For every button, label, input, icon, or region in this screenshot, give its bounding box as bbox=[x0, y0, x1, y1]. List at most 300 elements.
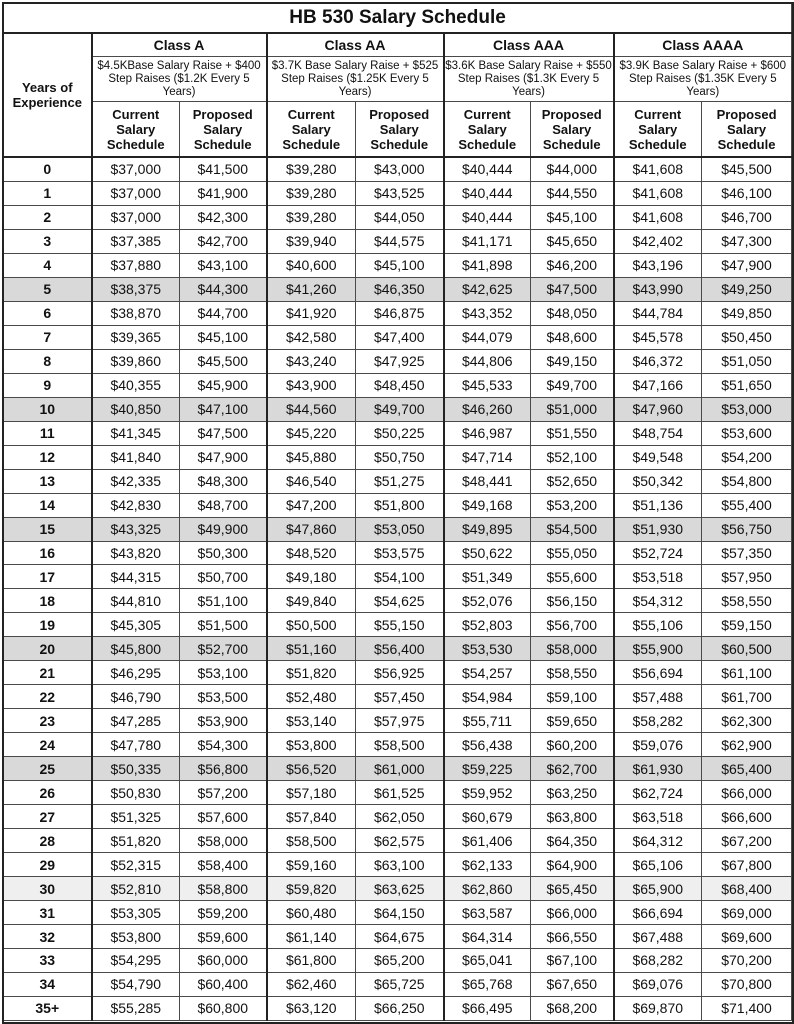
table-row bbox=[4, 325, 792, 349]
class-a-current-header: Current Salary Schedule bbox=[92, 102, 180, 158]
proposed-salary-cell: $44,575 bbox=[356, 229, 444, 253]
current-salary-cell: $43,240 bbox=[267, 349, 356, 373]
proposed-salary-cell: $56,750 bbox=[702, 517, 792, 541]
proposed-salary-cell: $69,600 bbox=[702, 925, 792, 949]
proposed-salary-cell: $47,500 bbox=[180, 421, 267, 445]
proposed-salary-cell: $50,450 bbox=[702, 325, 792, 349]
current-salary-cell: $51,820 bbox=[92, 829, 180, 853]
proposed-salary-cell: $51,050 bbox=[702, 349, 792, 373]
table-row bbox=[4, 901, 792, 925]
years-cell: 8 bbox=[4, 349, 92, 373]
table-row bbox=[4, 277, 792, 301]
current-salary-cell: $65,900 bbox=[614, 877, 702, 901]
proposed-salary-cell: $51,100 bbox=[180, 589, 267, 613]
proposed-salary-cell: $63,625 bbox=[356, 877, 444, 901]
proposed-salary-cell: $58,550 bbox=[531, 661, 614, 685]
proposed-salary-cell: $50,300 bbox=[180, 541, 267, 565]
proposed-salary-cell: $46,200 bbox=[531, 253, 614, 277]
current-salary-cell: $62,460 bbox=[267, 972, 356, 996]
proposed-salary-cell: $51,500 bbox=[180, 613, 267, 637]
table-row bbox=[4, 685, 792, 709]
current-salary-cell: $59,160 bbox=[267, 853, 356, 877]
current-salary-cell: $47,780 bbox=[92, 733, 180, 757]
current-salary-cell: $61,406 bbox=[444, 829, 531, 853]
years-cell: 11 bbox=[4, 421, 92, 445]
proposed-salary-cell: $46,100 bbox=[702, 181, 792, 205]
proposed-salary-cell: $46,700 bbox=[702, 205, 792, 229]
table-row bbox=[4, 493, 792, 517]
class-aaa-proposed-header: Proposed Salary Schedule bbox=[531, 102, 614, 158]
current-salary-cell: $48,754 bbox=[614, 421, 702, 445]
current-salary-cell: $46,540 bbox=[267, 469, 356, 493]
years-cell: 29 bbox=[4, 853, 92, 877]
current-salary-cell: $55,285 bbox=[92, 996, 180, 1020]
proposed-salary-cell: $44,300 bbox=[180, 277, 267, 301]
current-salary-cell: $65,041 bbox=[444, 948, 531, 972]
years-cell: 26 bbox=[4, 781, 92, 805]
current-salary-cell: $43,325 bbox=[92, 517, 180, 541]
class-aa-header: Class AA bbox=[267, 33, 444, 57]
proposed-salary-cell: $51,000 bbox=[531, 397, 614, 421]
proposed-salary-cell: $54,625 bbox=[356, 589, 444, 613]
proposed-salary-cell: $70,800 bbox=[702, 972, 792, 996]
current-salary-cell: $45,880 bbox=[267, 445, 356, 469]
proposed-salary-cell: $65,200 bbox=[356, 948, 444, 972]
current-salary-cell: $54,295 bbox=[92, 948, 180, 972]
current-salary-cell: $67,488 bbox=[614, 925, 702, 949]
table-row bbox=[4, 541, 792, 565]
current-salary-cell: $57,180 bbox=[267, 781, 356, 805]
proposed-salary-cell: $44,050 bbox=[356, 205, 444, 229]
current-salary-cell: $37,385 bbox=[92, 229, 180, 253]
class-aa-current-header: Current Salary Schedule bbox=[267, 102, 356, 158]
proposed-salary-cell: $57,950 bbox=[702, 565, 792, 589]
proposed-salary-cell: $48,600 bbox=[531, 325, 614, 349]
proposed-salary-cell: $70,200 bbox=[702, 948, 792, 972]
proposed-salary-cell: $48,300 bbox=[180, 469, 267, 493]
proposed-salary-cell: $65,725 bbox=[356, 972, 444, 996]
proposed-salary-cell: $56,150 bbox=[531, 589, 614, 613]
current-salary-cell: $47,960 bbox=[614, 397, 702, 421]
proposed-salary-cell: $66,000 bbox=[702, 781, 792, 805]
proposed-salary-cell: $59,600 bbox=[180, 925, 267, 949]
years-cell: 20 bbox=[4, 637, 92, 661]
years-cell: 15 bbox=[4, 517, 92, 541]
current-salary-cell: $41,920 bbox=[267, 301, 356, 325]
current-salary-cell: $46,295 bbox=[92, 661, 180, 685]
current-salary-cell: $40,355 bbox=[92, 373, 180, 397]
current-salary-cell: $39,940 bbox=[267, 229, 356, 253]
current-salary-cell: $43,820 bbox=[92, 541, 180, 565]
proposed-salary-cell: $53,100 bbox=[180, 661, 267, 685]
years-cell: 16 bbox=[4, 541, 92, 565]
proposed-salary-cell: $45,650 bbox=[531, 229, 614, 253]
current-salary-cell: $56,694 bbox=[614, 661, 702, 685]
proposed-salary-cell: $71,400 bbox=[702, 996, 792, 1020]
proposed-salary-cell: $42,300 bbox=[180, 205, 267, 229]
years-cell: 7 bbox=[4, 325, 92, 349]
proposed-salary-cell: $59,100 bbox=[531, 685, 614, 709]
current-salary-cell: $62,860 bbox=[444, 877, 531, 901]
current-salary-cell: $62,724 bbox=[614, 781, 702, 805]
proposed-salary-cell: $55,050 bbox=[531, 541, 614, 565]
proposed-salary-cell: $63,100 bbox=[356, 853, 444, 877]
class-aaaa-current-header: Current Salary Schedule bbox=[614, 102, 702, 158]
proposed-salary-cell: $47,900 bbox=[180, 445, 267, 469]
table-row bbox=[4, 181, 792, 205]
current-salary-cell: $45,533 bbox=[444, 373, 531, 397]
current-salary-cell: $55,711 bbox=[444, 709, 531, 733]
current-salary-cell: $44,560 bbox=[267, 397, 356, 421]
current-salary-cell: $50,335 bbox=[92, 757, 180, 781]
current-salary-cell: $59,820 bbox=[267, 877, 356, 901]
proposed-salary-cell: $57,450 bbox=[356, 685, 444, 709]
table-title: HB 530 Salary Schedule bbox=[4, 4, 792, 34]
proposed-salary-cell: $61,525 bbox=[356, 781, 444, 805]
current-salary-cell: $63,587 bbox=[444, 901, 531, 925]
proposed-salary-cell: $50,750 bbox=[356, 445, 444, 469]
current-salary-cell: $52,724 bbox=[614, 541, 702, 565]
current-salary-cell: $57,840 bbox=[267, 805, 356, 829]
proposed-salary-cell: $58,000 bbox=[531, 637, 614, 661]
proposed-salary-cell: $51,650 bbox=[702, 373, 792, 397]
proposed-salary-cell: $67,650 bbox=[531, 972, 614, 996]
proposed-salary-cell: $45,100 bbox=[531, 205, 614, 229]
current-salary-cell: $50,830 bbox=[92, 781, 180, 805]
proposed-salary-cell: $45,500 bbox=[180, 349, 267, 373]
proposed-salary-cell: $63,800 bbox=[531, 805, 614, 829]
proposed-salary-cell: $50,225 bbox=[356, 421, 444, 445]
years-cell: 13 bbox=[4, 469, 92, 493]
current-salary-cell: $46,790 bbox=[92, 685, 180, 709]
current-salary-cell: $66,495 bbox=[444, 996, 531, 1020]
current-salary-cell: $60,679 bbox=[444, 805, 531, 829]
class-a-proposed-header: Proposed Salary Schedule bbox=[180, 102, 267, 158]
proposed-salary-cell: $42,700 bbox=[180, 229, 267, 253]
current-salary-cell: $37,000 bbox=[92, 205, 180, 229]
proposed-salary-cell: $49,850 bbox=[702, 301, 792, 325]
current-salary-cell: $68,282 bbox=[614, 948, 702, 972]
proposed-salary-cell: $55,150 bbox=[356, 613, 444, 637]
current-salary-cell: $45,578 bbox=[614, 325, 702, 349]
current-salary-cell: $61,800 bbox=[267, 948, 356, 972]
current-salary-cell: $40,600 bbox=[267, 253, 356, 277]
table-row bbox=[4, 589, 792, 613]
current-salary-cell: $56,520 bbox=[267, 757, 356, 781]
table-row bbox=[4, 661, 792, 685]
years-cell: 1 bbox=[4, 181, 92, 205]
current-salary-cell: $57,488 bbox=[614, 685, 702, 709]
years-cell: 32 bbox=[4, 925, 92, 949]
current-salary-cell: $49,168 bbox=[444, 493, 531, 517]
proposed-salary-cell: $44,700 bbox=[180, 301, 267, 325]
years-cell: 14 bbox=[4, 493, 92, 517]
proposed-salary-cell: $44,000 bbox=[531, 157, 614, 181]
current-salary-cell: $39,280 bbox=[267, 181, 356, 205]
proposed-salary-cell: $60,800 bbox=[180, 996, 267, 1020]
salary-rows bbox=[4, 157, 792, 1021]
years-cell: 3 bbox=[4, 229, 92, 253]
current-salary-cell: $51,325 bbox=[92, 805, 180, 829]
proposed-salary-cell: $47,300 bbox=[702, 229, 792, 253]
table-row bbox=[4, 733, 792, 757]
current-salary-cell: $42,335 bbox=[92, 469, 180, 493]
years-cell: 10 bbox=[4, 397, 92, 421]
proposed-salary-cell: $60,500 bbox=[702, 637, 792, 661]
current-salary-cell: $64,314 bbox=[444, 925, 531, 949]
years-cell: 28 bbox=[4, 829, 92, 853]
current-salary-cell: $52,076 bbox=[444, 589, 531, 613]
current-salary-cell: $48,441 bbox=[444, 469, 531, 493]
current-salary-cell: $59,952 bbox=[444, 781, 531, 805]
current-salary-cell: $41,608 bbox=[614, 157, 702, 181]
current-salary-cell: $49,895 bbox=[444, 517, 531, 541]
proposed-salary-cell: $45,500 bbox=[702, 157, 792, 181]
current-salary-cell: $45,305 bbox=[92, 613, 180, 637]
class-a-description: $4.5KBase Salary Raise + $400 Step Raises ($1.2K Every 5 Years) bbox=[92, 57, 267, 102]
proposed-salary-cell: $68,400 bbox=[702, 877, 792, 901]
current-salary-cell: $39,365 bbox=[92, 325, 180, 349]
current-salary-cell: $38,870 bbox=[92, 301, 180, 325]
current-salary-cell: $39,860 bbox=[92, 349, 180, 373]
proposed-salary-cell: $54,200 bbox=[702, 445, 792, 469]
table-row bbox=[4, 637, 792, 661]
current-salary-cell: $39,280 bbox=[267, 157, 356, 181]
proposed-salary-cell: $45,100 bbox=[356, 253, 444, 277]
proposed-salary-cell: $62,900 bbox=[702, 733, 792, 757]
current-salary-cell: $54,984 bbox=[444, 685, 531, 709]
proposed-salary-cell: $45,900 bbox=[180, 373, 267, 397]
proposed-salary-cell: $68,200 bbox=[531, 996, 614, 1020]
years-cell: 18 bbox=[4, 589, 92, 613]
proposed-salary-cell: $48,450 bbox=[356, 373, 444, 397]
table-row bbox=[4, 373, 792, 397]
table-row bbox=[4, 469, 792, 493]
current-salary-cell: $69,870 bbox=[614, 996, 702, 1020]
current-salary-cell: $42,625 bbox=[444, 277, 531, 301]
table-row bbox=[4, 397, 792, 421]
proposed-salary-cell: $55,600 bbox=[531, 565, 614, 589]
proposed-salary-cell: $58,400 bbox=[180, 853, 267, 877]
proposed-salary-cell: $53,050 bbox=[356, 517, 444, 541]
proposed-salary-cell: $66,550 bbox=[531, 925, 614, 949]
current-salary-cell: $60,480 bbox=[267, 901, 356, 925]
proposed-salary-cell: $49,250 bbox=[702, 277, 792, 301]
proposed-salary-cell: $46,350 bbox=[356, 277, 444, 301]
proposed-salary-cell: $64,675 bbox=[356, 925, 444, 949]
proposed-salary-cell: $58,800 bbox=[180, 877, 267, 901]
proposed-salary-cell: $60,000 bbox=[180, 948, 267, 972]
current-salary-cell: $43,196 bbox=[614, 253, 702, 277]
current-salary-cell: $44,079 bbox=[444, 325, 531, 349]
proposed-salary-cell: $59,650 bbox=[531, 709, 614, 733]
current-salary-cell: $40,444 bbox=[444, 181, 531, 205]
table-row bbox=[4, 301, 792, 325]
proposed-salary-cell: $49,700 bbox=[356, 397, 444, 421]
proposed-salary-cell: $51,275 bbox=[356, 469, 444, 493]
proposed-salary-cell: $53,000 bbox=[702, 397, 792, 421]
proposed-salary-cell: $58,000 bbox=[180, 829, 267, 853]
current-salary-cell: $53,518 bbox=[614, 565, 702, 589]
years-cell: 19 bbox=[4, 613, 92, 637]
current-salary-cell: $65,106 bbox=[614, 853, 702, 877]
current-salary-cell: $49,840 bbox=[267, 589, 356, 613]
proposed-salary-cell: $58,550 bbox=[702, 589, 792, 613]
proposed-salary-cell: $65,450 bbox=[531, 877, 614, 901]
current-salary-cell: $42,580 bbox=[267, 325, 356, 349]
current-salary-cell: $47,200 bbox=[267, 493, 356, 517]
proposed-salary-cell: $53,500 bbox=[180, 685, 267, 709]
current-salary-cell: $38,375 bbox=[92, 277, 180, 301]
proposed-salary-cell: $53,200 bbox=[531, 493, 614, 517]
proposed-salary-cell: $51,800 bbox=[356, 493, 444, 517]
class-aaa-header: Class AAA bbox=[444, 33, 614, 57]
proposed-salary-cell: $57,200 bbox=[180, 781, 267, 805]
proposed-salary-cell: $51,550 bbox=[531, 421, 614, 445]
proposed-salary-cell: $56,400 bbox=[356, 637, 444, 661]
proposed-salary-cell: $49,150 bbox=[531, 349, 614, 373]
current-salary-cell: $53,800 bbox=[267, 733, 356, 757]
current-salary-cell: $46,372 bbox=[614, 349, 702, 373]
current-salary-cell: $41,608 bbox=[614, 181, 702, 205]
proposed-salary-cell: $67,800 bbox=[702, 853, 792, 877]
current-salary-cell: $54,790 bbox=[92, 972, 180, 996]
years-cell: 33 bbox=[4, 948, 92, 972]
class-aaaa-header: Class AAAA bbox=[614, 33, 792, 57]
current-salary-cell: $59,076 bbox=[614, 733, 702, 757]
table-row bbox=[4, 517, 792, 541]
proposed-salary-cell: $48,700 bbox=[180, 493, 267, 517]
proposed-salary-cell: $52,650 bbox=[531, 469, 614, 493]
current-salary-cell: $49,548 bbox=[614, 445, 702, 469]
current-salary-cell: $63,120 bbox=[267, 996, 356, 1020]
current-salary-cell: $51,160 bbox=[267, 637, 356, 661]
years-cell: 31 bbox=[4, 901, 92, 925]
current-salary-cell: $50,500 bbox=[267, 613, 356, 637]
current-salary-cell: $44,784 bbox=[614, 301, 702, 325]
table-row bbox=[4, 972, 792, 996]
current-salary-cell: $48,520 bbox=[267, 541, 356, 565]
table-row bbox=[4, 205, 792, 229]
years-cell: 9 bbox=[4, 373, 92, 397]
proposed-salary-cell: $63,250 bbox=[531, 781, 614, 805]
current-salary-cell: $53,305 bbox=[92, 901, 180, 925]
table-row bbox=[4, 157, 792, 181]
years-cell: 21 bbox=[4, 661, 92, 685]
table-row bbox=[4, 877, 792, 901]
proposed-salary-cell: $49,700 bbox=[531, 373, 614, 397]
current-salary-cell: $37,000 bbox=[92, 157, 180, 181]
proposed-salary-cell: $64,350 bbox=[531, 829, 614, 853]
current-salary-cell: $52,803 bbox=[444, 613, 531, 637]
current-salary-cell: $51,930 bbox=[614, 517, 702, 541]
years-cell: 25 bbox=[4, 757, 92, 781]
proposed-salary-cell: $46,875 bbox=[356, 301, 444, 325]
salary-schedule-table bbox=[3, 3, 792, 1021]
current-salary-cell: $50,342 bbox=[614, 469, 702, 493]
proposed-salary-cell: $47,900 bbox=[702, 253, 792, 277]
current-salary-cell: $62,133 bbox=[444, 853, 531, 877]
proposed-salary-cell: $52,100 bbox=[531, 445, 614, 469]
current-salary-cell: $54,257 bbox=[444, 661, 531, 685]
class-aaa-description: $3.6K Base Salary Raise + $550 Step Raises ($1.3K Every 5 Years) bbox=[444, 57, 614, 102]
years-cell: 24 bbox=[4, 733, 92, 757]
proposed-salary-cell: $45,100 bbox=[180, 325, 267, 349]
current-salary-cell: $49,180 bbox=[267, 565, 356, 589]
table-row bbox=[4, 853, 792, 877]
table-row bbox=[4, 805, 792, 829]
current-salary-cell: $37,000 bbox=[92, 181, 180, 205]
proposed-salary-cell: $54,500 bbox=[531, 517, 614, 541]
proposed-salary-cell: $62,050 bbox=[356, 805, 444, 829]
proposed-salary-cell: $49,900 bbox=[180, 517, 267, 541]
years-cell: 0 bbox=[4, 157, 92, 181]
current-salary-cell: $42,402 bbox=[614, 229, 702, 253]
current-salary-cell: $55,106 bbox=[614, 613, 702, 637]
proposed-salary-cell: $52,700 bbox=[180, 637, 267, 661]
proposed-salary-cell: $61,000 bbox=[356, 757, 444, 781]
proposed-salary-cell: $57,600 bbox=[180, 805, 267, 829]
proposed-salary-cell: $66,600 bbox=[702, 805, 792, 829]
current-salary-cell: $64,312 bbox=[614, 829, 702, 853]
current-salary-cell: $46,987 bbox=[444, 421, 531, 445]
proposed-salary-cell: $62,700 bbox=[531, 757, 614, 781]
class-aa-proposed-header: Proposed Salary Schedule bbox=[356, 102, 444, 158]
current-salary-cell: $43,352 bbox=[444, 301, 531, 325]
class-aaaa-proposed-header: Proposed Salary Schedule bbox=[702, 102, 792, 158]
current-salary-cell: $47,166 bbox=[614, 373, 702, 397]
current-salary-cell: $63,518 bbox=[614, 805, 702, 829]
proposed-salary-cell: $54,100 bbox=[356, 565, 444, 589]
years-cell: 5 bbox=[4, 277, 92, 301]
years-cell: 30 bbox=[4, 877, 92, 901]
proposed-salary-cell: $59,200 bbox=[180, 901, 267, 925]
current-salary-cell: $51,349 bbox=[444, 565, 531, 589]
table-row bbox=[4, 757, 792, 781]
current-salary-cell: $54,312 bbox=[614, 589, 702, 613]
proposed-salary-cell: $57,350 bbox=[702, 541, 792, 565]
proposed-salary-cell: $50,700 bbox=[180, 565, 267, 589]
current-salary-cell: $40,444 bbox=[444, 205, 531, 229]
table-row bbox=[4, 781, 792, 805]
proposed-salary-cell: $60,200 bbox=[531, 733, 614, 757]
years-cell: 17 bbox=[4, 565, 92, 589]
proposed-salary-cell: $43,525 bbox=[356, 181, 444, 205]
proposed-salary-cell: $61,700 bbox=[702, 685, 792, 709]
proposed-salary-cell: $43,100 bbox=[180, 253, 267, 277]
years-cell: 23 bbox=[4, 709, 92, 733]
current-salary-cell: $47,285 bbox=[92, 709, 180, 733]
current-salary-cell: $42,830 bbox=[92, 493, 180, 517]
proposed-salary-cell: $56,800 bbox=[180, 757, 267, 781]
table-row bbox=[4, 421, 792, 445]
proposed-salary-cell: $64,900 bbox=[531, 853, 614, 877]
table-row bbox=[4, 565, 792, 589]
current-salary-cell: $66,694 bbox=[614, 901, 702, 925]
proposed-salary-cell: $54,300 bbox=[180, 733, 267, 757]
class-aaa-current-header: Current Salary Schedule bbox=[444, 102, 531, 158]
current-salary-cell: $45,800 bbox=[92, 637, 180, 661]
current-salary-cell: $46,260 bbox=[444, 397, 531, 421]
proposed-salary-cell: $62,300 bbox=[702, 709, 792, 733]
current-salary-cell: $53,530 bbox=[444, 637, 531, 661]
current-salary-cell: $47,714 bbox=[444, 445, 531, 469]
proposed-salary-cell: $65,400 bbox=[702, 757, 792, 781]
years-cell: 2 bbox=[4, 205, 92, 229]
proposed-salary-cell: $57,975 bbox=[356, 709, 444, 733]
proposed-salary-cell: $56,700 bbox=[531, 613, 614, 637]
proposed-salary-cell: $59,150 bbox=[702, 613, 792, 637]
